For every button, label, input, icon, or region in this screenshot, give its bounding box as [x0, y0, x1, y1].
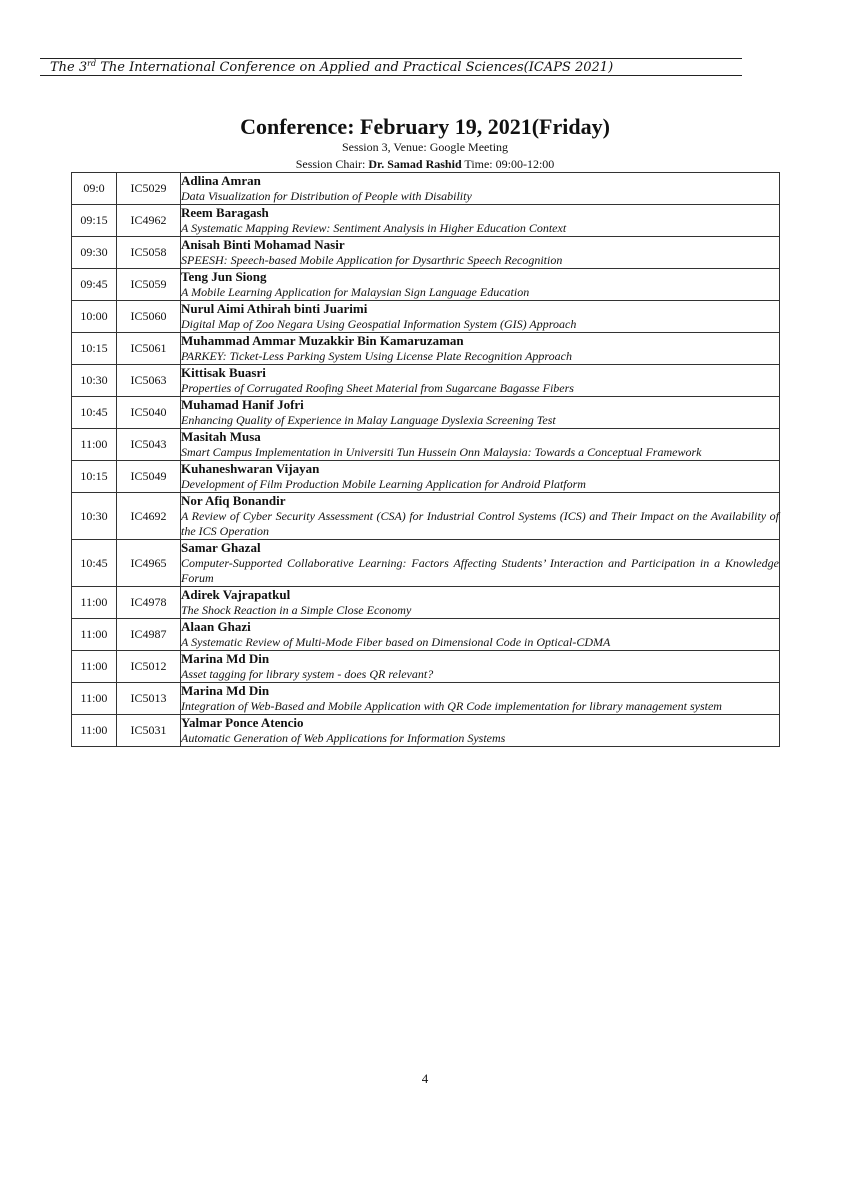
author-name: Muhammad Ammar Muzakkir Bin Kamaruzaman — [181, 333, 464, 348]
paper-title: Development of Film Production Mobile Learning Application for Android Platform — [181, 477, 586, 491]
paper-id-cell: IC4965 — [117, 540, 181, 587]
author-name: Muhamad Hanif Jofri — [181, 397, 304, 412]
time-cell: 10:15 — [72, 333, 117, 365]
table-row — [72, 173, 780, 205]
paper-title: A Systematic Review of Multi-Mode Fiber based on Dimensional Code in Optical-CDMA — [181, 635, 611, 649]
author-name: Yalmar Ponce Atencio — [181, 715, 304, 730]
schedule-table — [71, 172, 780, 747]
author-name: Alaan Ghazi — [181, 619, 251, 634]
paper-title: PARKEY: Ticket-Less Parking System Using License Plate Recognition Approach — [181, 349, 572, 363]
paper-id-cell: IC5040 — [117, 397, 181, 429]
paper-id-cell: IC5043 — [117, 429, 181, 461]
table-row — [72, 365, 780, 397]
table-row — [72, 540, 780, 587]
author-name: Teng Jun Siong — [181, 269, 267, 284]
entry-cell — [181, 429, 780, 461]
author-name: Samar Ghazal — [181, 540, 261, 555]
time-cell: 09:30 — [72, 237, 117, 269]
header-prefix: The 3 — [50, 60, 88, 75]
session-info: Session 3, Venue: Google Meeting — [341, 140, 509, 154]
time-cell: 10:30 — [72, 365, 117, 397]
entry-cell — [181, 619, 780, 651]
time-cell: 11:00 — [72, 683, 117, 715]
paper-title: Digital Map of Zoo Negara Using Geospatial Information System (GIS) Approach — [181, 317, 577, 331]
entry-cell — [181, 205, 780, 237]
header-suffix: The International Conference on Applied and Practical Sciences(ICAPS 2021) — [96, 60, 614, 75]
time-cell: 09:0 — [72, 173, 117, 205]
table-row — [72, 461, 780, 493]
author-name: Reem Baragash — [181, 205, 269, 220]
entry-cell — [181, 301, 780, 333]
paper-title: Asset tagging for library system - does QR relevant? — [181, 667, 434, 681]
time-label: Time: 09:00-12:00 — [461, 157, 555, 171]
table-row — [72, 301, 780, 333]
time-cell: 11:00 — [72, 715, 117, 747]
entry-cell — [181, 173, 780, 205]
time-cell: 11:00 — [72, 619, 117, 651]
paper-title: The Shock Reaction in a Simple Close Economy — [181, 603, 412, 617]
table-row — [72, 333, 780, 365]
author-name: Marina Md Din — [181, 651, 270, 666]
table-row — [72, 269, 780, 301]
entry-cell — [181, 333, 780, 365]
time-cell: 09:45 — [72, 269, 117, 301]
table-row — [72, 619, 780, 651]
table-row — [72, 397, 780, 429]
paper-id-cell: IC4978 — [117, 587, 181, 619]
paper-id-cell: IC5049 — [117, 461, 181, 493]
entry-cell — [181, 651, 780, 683]
chair-name: Dr. Samad Rashid — [368, 157, 462, 171]
running-header — [40, 58, 742, 76]
table-row — [72, 587, 780, 619]
paper-id-cell: IC4692 — [117, 493, 181, 540]
author-name: Kuhaneshwaran Vijayan — [181, 461, 320, 476]
paper-title: SPEESH: Speech-based Mobile Application for Dysarthric Speech Recognition — [181, 253, 563, 267]
author-name: Adirek Vajrapatkul — [181, 587, 291, 602]
paper-id-cell: IC4987 — [117, 619, 181, 651]
entry-cell — [181, 237, 780, 269]
time-cell: 10:45 — [72, 397, 117, 429]
paper-id-cell: IC5029 — [117, 173, 181, 205]
author-name: Masitah Musa — [181, 429, 261, 444]
entry-cell — [181, 269, 780, 301]
author-name: Anisah Binti Mohamad Nasir — [181, 237, 345, 252]
paper-title: A Review of Cyber Security Assessment (CSA) for Industrial Control Systems (ICS) and Their Impact on the Availability of the ICS Operation — [181, 509, 779, 538]
paper-id-cell: IC5013 — [117, 683, 181, 715]
author-name: Adlina Amran — [181, 173, 261, 188]
time-cell: 10:00 — [72, 301, 117, 333]
author-name: Nor Afiq Bonandir — [181, 493, 286, 508]
table-row — [72, 493, 780, 540]
table-row — [72, 683, 780, 715]
time-cell: 09:15 — [72, 205, 117, 237]
author-name: Marina Md Din — [181, 683, 270, 698]
paper-id-cell: IC5061 — [117, 333, 181, 365]
chair-label: Session Chair: — [295, 157, 369, 171]
paper-title: Enhancing Quality of Experience in Malay Language Dyslexia Screening Test — [181, 413, 556, 427]
paper-title: Computer-Supported Collaborative Learning: Factors Affecting Students’ Interaction and Participation in a Knowledge Forum — [181, 556, 779, 585]
entry-cell — [181, 461, 780, 493]
session-chair-line — [0, 157, 850, 172]
time-cell: 10:30 — [72, 493, 117, 540]
page-number: 4 — [421, 1071, 429, 1086]
time-cell: 11:00 — [72, 651, 117, 683]
page-title: Conference: February 19, 2021(Friday) — [240, 114, 610, 139]
time-cell: 10:45 — [72, 540, 117, 587]
paper-title: Integration of Web-Based and Mobile Application with QR Code implementation for library management system — [181, 699, 722, 713]
header-superscript: rd — [87, 59, 97, 68]
paper-id-cell: IC5058 — [117, 237, 181, 269]
entry-cell — [181, 365, 780, 397]
paper-title: Properties of Corrugated Roofing Sheet Material from Sugarcane Bagasse Fibers — [181, 381, 574, 395]
time-cell: 11:00 — [72, 429, 117, 461]
paper-id-cell: IC5063 — [117, 365, 181, 397]
entry-cell — [181, 715, 780, 747]
paper-id-cell: IC5012 — [117, 651, 181, 683]
table-row — [72, 429, 780, 461]
entry-cell — [181, 587, 780, 619]
entry-cell — [181, 540, 780, 587]
table-row — [72, 237, 780, 269]
author-name: Kittisak Buasri — [181, 365, 266, 380]
entry-cell — [181, 397, 780, 429]
time-cell: 10:15 — [72, 461, 117, 493]
time-cell: 11:00 — [72, 587, 117, 619]
entry-cell — [181, 683, 780, 715]
paper-title: A Systematic Mapping Review: Sentiment Analysis in Higher Education Context — [181, 221, 567, 235]
paper-title: Smart Campus Implementation in Universiti Tun Hussein Onn Malaysia: Towards a Conceptual Framework — [181, 445, 702, 459]
paper-title: Data Visualization for Distribution of People with Disability — [181, 189, 472, 203]
entry-cell — [181, 493, 780, 540]
paper-id-cell: IC5031 — [117, 715, 181, 747]
table-row — [72, 651, 780, 683]
paper-id-cell: IC5059 — [117, 269, 181, 301]
table-row — [72, 715, 780, 747]
author-name: Nurul Aimi Athirah binti Juarimi — [181, 301, 368, 316]
paper-title: A Mobile Learning Application for Malaysian Sign Language Education — [181, 285, 530, 299]
table-row — [72, 205, 780, 237]
paper-id-cell: IC4962 — [117, 205, 181, 237]
paper-title: Automatic Generation of Web Applications for Information Systems — [181, 731, 506, 745]
paper-id-cell: IC5060 — [117, 301, 181, 333]
